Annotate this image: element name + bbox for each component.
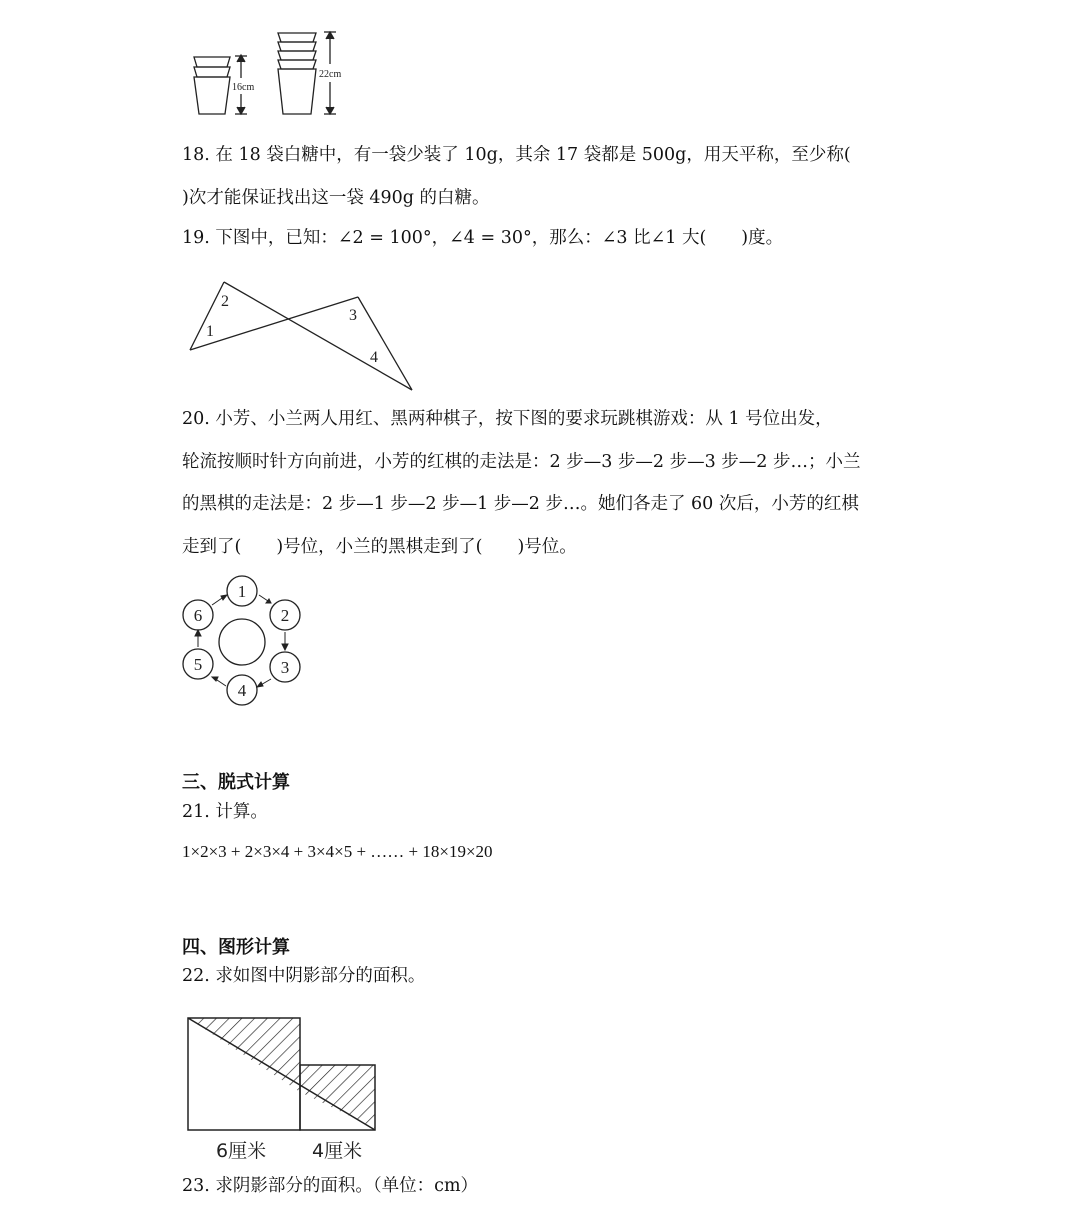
position-6: 6 [193,606,203,625]
angle-label-1: 1 [206,323,214,340]
position-1: 1 [237,582,247,601]
angle-label-2: 2 [221,293,229,310]
question-18-line1: 18. 在 18 袋白糖中，有一袋少装了 10g，其余 17 袋都是 500g，用天平称，至少称( [182,145,851,165]
stacked-cups-figure [186,26,356,122]
question-21-label: 21. 计算。 [182,802,268,822]
section-3-heading: 三、脱式计算 [182,772,290,793]
position-2: 2 [280,606,290,625]
position-4: 4 [237,681,247,700]
position-3: 3 [280,658,290,677]
question-20-line3: 的黑棋的走法是：2 步—1 步—2 步—1 步—2 步…。她们各走了 60 次后，小芳的红棋 [182,494,859,514]
cups-label-large: 22cm [319,69,342,80]
label-4cm: 4厘米 [312,1140,363,1162]
position-5: 5 [193,655,203,674]
question-20-line1: 20. 小芳、小兰两人用红、黑两种棋子，按下图的要求玩跳棋游戏：从 1 号位出发， [182,409,833,429]
jump-chess-board-figure [176,570,308,712]
question-23-label: 23. 求阴影部分的面积。（单位：cm） [182,1176,479,1196]
section-4-heading: 四、图形计算 [182,937,290,958]
question-22-label: 22. 求如图中阴影部分的面积。 [182,966,426,986]
label-6cm: 6厘米 [216,1140,267,1162]
shaded-squares-figure [184,1012,384,1164]
angle-label-4: 4 [370,349,378,366]
question-20-line4: 走到了( )号位，小兰的黑棋走到了( )号位。 [182,537,577,557]
question-18-line2: )次才能保证找出这一袋 490g 的白糖。 [182,188,490,208]
question-20-line2: 轮流按顺时针方向前进，小芳的红棋的走法是：2 步—3 步—2 步—3 步—2 步…；小兰 [182,452,861,472]
angle-label-3: 3 [349,307,357,324]
question-21-formula: 1×2×3 + 2×3×4 + 3×4×5 + …… + 18×19×20 [182,842,493,861]
crossed-triangles-figure [180,270,430,400]
question-19-text: 19. 下图中，已知：∠2 = 100°，∠4 = 30°，那么：∠3 比∠1 大( )度。 [182,228,784,248]
cups-label-small: 16cm [232,82,255,93]
